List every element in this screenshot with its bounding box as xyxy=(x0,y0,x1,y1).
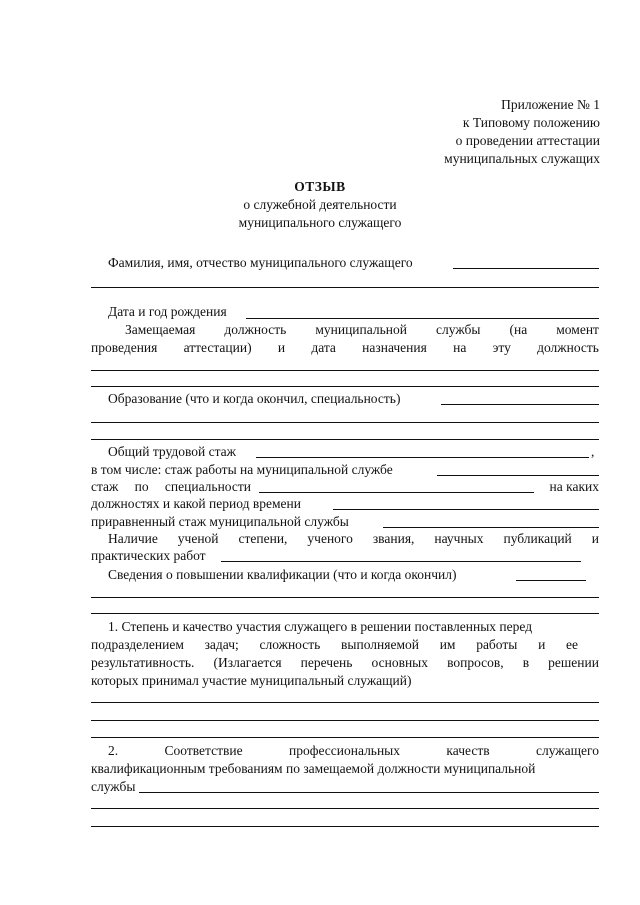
birth-input-line[interactable] xyxy=(246,318,599,319)
word: 2. xyxy=(108,743,119,758)
word: эту xyxy=(492,340,511,355)
word: и xyxy=(277,340,286,355)
word: выполняемой xyxy=(341,637,419,652)
word: перечень xyxy=(300,655,353,670)
total-experience-label: Общий трудовой стаж xyxy=(108,444,236,459)
municipal-experience-input-line[interactable] xyxy=(437,475,599,476)
word: Замещаемая xyxy=(125,322,196,337)
word: (на xyxy=(509,322,528,337)
specialty-label xyxy=(91,478,251,496)
qualification-input-line-2[interactable] xyxy=(91,597,599,598)
section1-text: которых принимал участие муниципальный служащий) xyxy=(91,673,412,688)
comma: , xyxy=(591,444,595,459)
appendix-line: Приложение № 1 xyxy=(501,97,600,112)
position-input-line[interactable] xyxy=(91,370,599,371)
word: аттестации) xyxy=(183,340,252,355)
section2-input-line-3[interactable] xyxy=(91,826,599,827)
qualification-input-line-3[interactable] xyxy=(91,613,599,614)
degree-line-1 xyxy=(108,530,599,548)
word: должность xyxy=(537,340,599,355)
degree-input-line[interactable] xyxy=(221,561,581,562)
word: дата xyxy=(311,340,336,355)
word: научных xyxy=(434,531,484,546)
word: звания, xyxy=(372,531,415,546)
word: стаж xyxy=(91,479,119,494)
appendix-line: о проведении аттестации xyxy=(455,133,600,148)
word: (Излагается xyxy=(213,655,282,670)
word: и xyxy=(538,637,546,652)
word: публикаций xyxy=(503,531,572,546)
municipal-experience-label: в том числе: стаж работы на муниципальной службе xyxy=(91,462,393,477)
word: служащего xyxy=(536,743,599,758)
word: качеств xyxy=(446,743,490,758)
section2-text: службы xyxy=(91,779,136,794)
word: основных xyxy=(371,655,428,670)
position-input-line-2[interactable] xyxy=(91,386,599,387)
word: работы xyxy=(476,637,518,652)
word: по xyxy=(134,479,149,494)
education-input-line-2[interactable] xyxy=(91,422,599,423)
equivalent-experience-label: приравненный стаж муниципальной службы xyxy=(91,514,349,529)
word: специальности xyxy=(164,479,251,494)
specialty-input-line[interactable] xyxy=(259,492,534,493)
positions-period-input-line[interactable] xyxy=(333,509,599,510)
word: назначения xyxy=(362,340,427,355)
fio-label: Фамилия, имя, отчество муниципального служащего xyxy=(108,255,413,270)
birth-label: Дата и год рождения xyxy=(108,304,227,319)
section2-text: квалификационным требованиям по замещаемой должности муниципальной xyxy=(91,761,536,776)
appendix-header xyxy=(444,96,600,168)
fio-input-line[interactable] xyxy=(453,268,599,269)
section1-input-line-3[interactable] xyxy=(91,737,599,738)
document-subtitle: о служебной деятельности xyxy=(243,197,397,212)
document-subtitle: муниципального служащего xyxy=(238,215,402,230)
word: профессиональных xyxy=(288,743,401,758)
education-input-line[interactable] xyxy=(441,404,599,405)
word: вопросов, xyxy=(447,655,504,670)
section1-text: 1. Степень и качество участия служащего в решении поставленных перед xyxy=(108,619,533,634)
position-line-2 xyxy=(91,339,599,357)
equivalent-experience-input-line[interactable] xyxy=(383,527,599,528)
word: задач; xyxy=(204,637,239,652)
fio-input-line-2[interactable] xyxy=(91,287,599,288)
appendix-line: муниципальных служащих xyxy=(444,151,600,166)
qualification-input-line[interactable] xyxy=(516,580,586,581)
appendix-line: к Типовому положению xyxy=(462,115,600,130)
title-block xyxy=(0,178,640,232)
word: подразделением xyxy=(91,637,184,652)
section2-input-line[interactable] xyxy=(139,792,599,793)
education-label: Образование (что и когда окончил, специальность) xyxy=(108,391,401,406)
section1-line-3 xyxy=(91,654,599,672)
word: решении xyxy=(548,655,599,670)
word: должность xyxy=(224,322,287,337)
word: проведения xyxy=(91,340,158,355)
positions-period-label: должностях и какой период времени xyxy=(91,496,301,511)
word: ученого xyxy=(307,531,353,546)
section1-input-line[interactable] xyxy=(91,702,599,703)
word: Наличие xyxy=(108,531,158,546)
word: сложность xyxy=(259,637,321,652)
word: Соответствие xyxy=(164,743,243,758)
section1-input-line-2[interactable] xyxy=(91,720,599,721)
specialty-tail: на каких xyxy=(549,479,599,494)
position-line-1 xyxy=(125,321,599,339)
degree-label: практических работ xyxy=(91,548,206,563)
word: момент xyxy=(556,322,599,337)
word: на xyxy=(453,340,467,355)
word: степени, xyxy=(238,531,288,546)
section2-input-line-2[interactable] xyxy=(91,808,599,809)
section2-line-1 xyxy=(108,742,599,760)
word: и xyxy=(591,531,599,546)
word: службы xyxy=(436,322,481,337)
word: ее xyxy=(566,637,578,652)
total-experience-input-line[interactable] xyxy=(256,457,589,458)
word: результативность. xyxy=(91,655,195,670)
section1-line-2 xyxy=(91,636,578,654)
document-title: ОТЗЫВ xyxy=(294,179,346,194)
qualification-label: Сведения о повышении квалификации (что и когда окончил) xyxy=(108,567,457,582)
word: муниципальной xyxy=(315,322,407,337)
word: в xyxy=(522,655,530,670)
education-input-line-3[interactable] xyxy=(91,439,599,440)
word: им xyxy=(439,637,456,652)
word: ученой xyxy=(177,531,219,546)
